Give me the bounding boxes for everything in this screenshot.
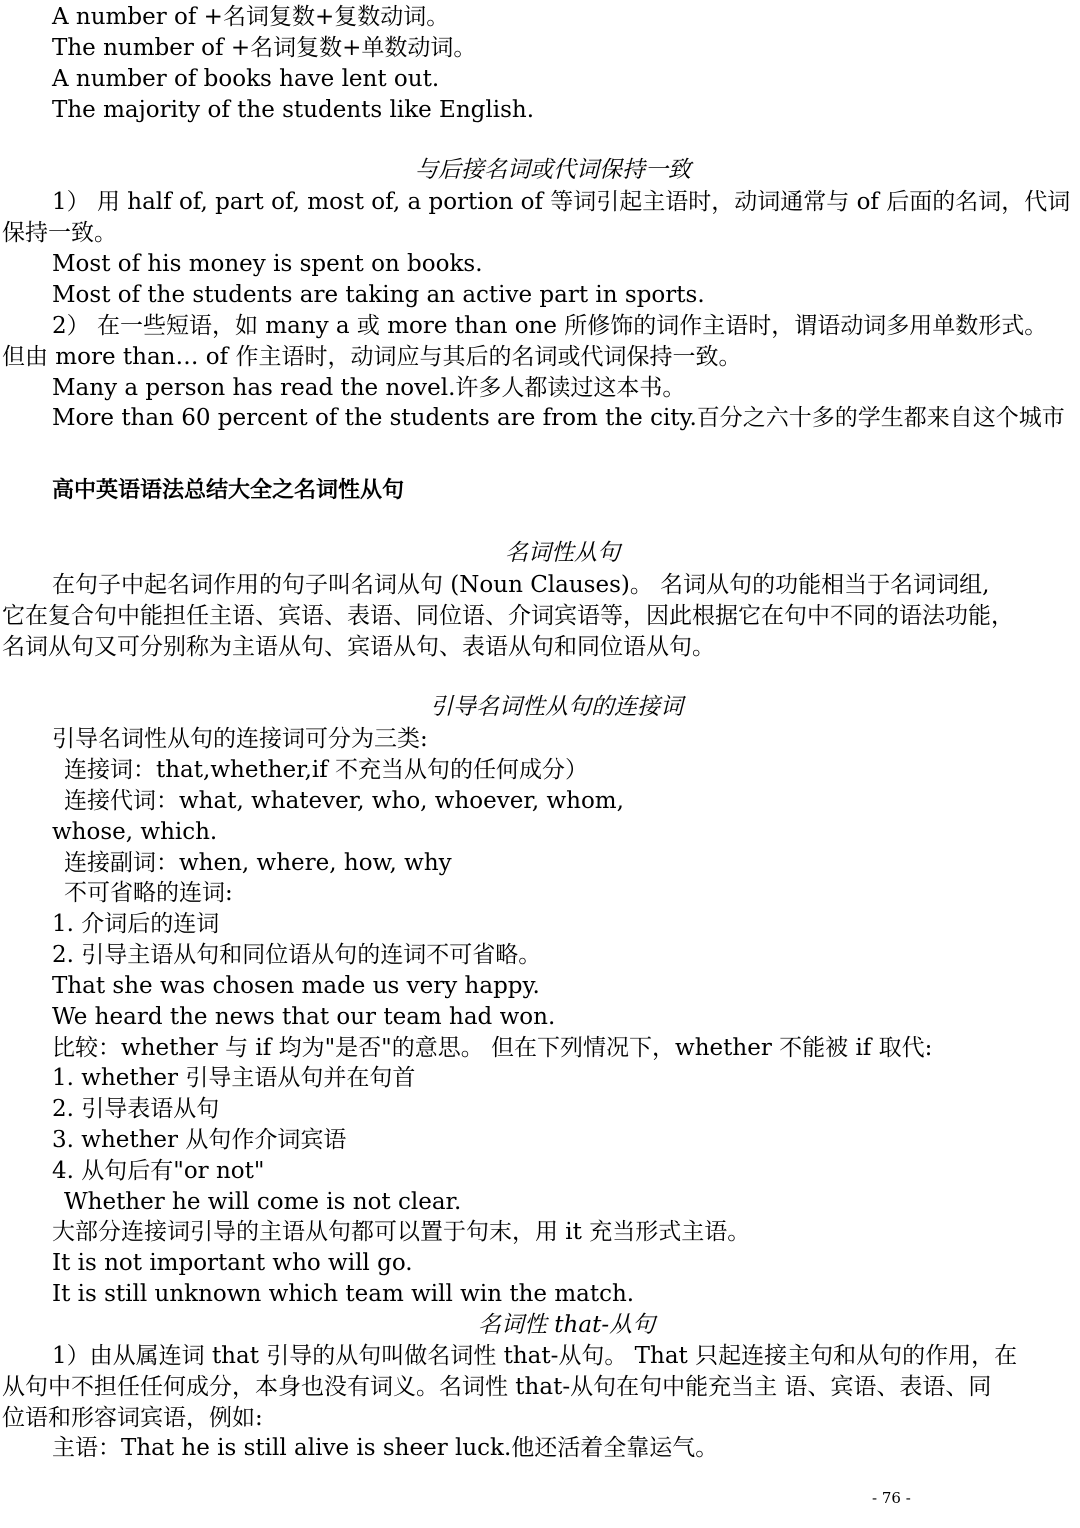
text-line: 1. 介词后的连词 xyxy=(52,911,220,937)
text-line: A number of books have lent out. xyxy=(52,66,440,92)
text-line: 引导名词性从句的连接词可分为三类: xyxy=(52,726,428,752)
text-line: 从句中不担任任何成分，本身也没有词义。名词性 that-从句在句中能充当主 语、宾语、表语、同 xyxy=(2,1374,992,1400)
text-line: 1. whether 引导主语从句并在句首 xyxy=(52,1065,416,1091)
text-line: 它在复合句中能担任主语、宾语、表语、同位语、介词宾语等，因此根据它在句中不同的语法功能， xyxy=(2,603,1014,629)
text-line: A number of +名词复数+复数动词。 xyxy=(52,4,450,30)
text-line: Most of the students are taking an active part in sports. xyxy=(52,282,705,308)
page-number: - 76 - xyxy=(872,1489,911,1507)
text-line: 4. 从句后有"or not" xyxy=(52,1158,265,1184)
text-line: 保持一致。 xyxy=(2,220,117,246)
text-line: It is not important who will go. xyxy=(52,1250,413,1276)
text-line: 比较：whether 与 if 均为"是否"的意思。 但在下列情况下，whether 不能被 if 取代: xyxy=(52,1035,933,1061)
text-line: 在句子中起名词作用的句子叫名词从句 (Noun Clauses)。 名词从句的功能相当于名词词组, xyxy=(52,572,990,598)
text-line: It is still unknown which team will win the match. xyxy=(52,1281,635,1307)
text-line: 主语：That he is still alive is sheer luck.他还活着全靠运气。 xyxy=(52,1435,719,1461)
text-line: 名词从句又可分别称为主语从句、宾语从句、表语从句和同位语从句。 xyxy=(2,634,715,660)
text-line: Whether he will come is not clear. xyxy=(64,1189,462,1215)
section-heading: 名词性从句 xyxy=(505,540,620,566)
section-heading: 名词性 that-从句 xyxy=(478,1312,656,1338)
text-line: 大部分连接词引导的主语从句都可以置于句末，用 it 充当形式主语。 xyxy=(52,1219,751,1245)
text-line: 2） 在一些短语，如 many a 或 more than one 所修饰的词作主语时，谓语动词多用单数形式。 xyxy=(52,313,1048,339)
text-line: 连接词：that,whether,if 不充当从句的任何成分） xyxy=(64,757,589,783)
text-line: 1）由从属连词 that 引导的从句叫做名词性 that-从句。 That 只起连接主句和从句的作用，在 xyxy=(52,1343,1018,1369)
text-line: The number of +名词复数+单数动词。 xyxy=(52,35,477,61)
text-line: 连接代词：what, whatever, who, whoever, whom, xyxy=(64,788,624,814)
text-line: 位语和形容词宾语，例如: xyxy=(2,1405,263,1431)
text-line: whose, which. xyxy=(52,819,218,845)
text-line: 连接副词：when, where, how, why xyxy=(64,850,452,876)
text-line: Most of his money is spent on books. xyxy=(52,251,483,277)
text-line: 不可省略的连词: xyxy=(64,880,233,906)
section-heading: 与后接名词或代词保持一致 xyxy=(415,157,691,183)
text-line: Many a person has read the novel.许多人都读过这本书。 xyxy=(52,375,686,401)
text-line: 1） 用 half of, part of, most of, a portion of 等词引起主语时，动词通常与 of 后面的名词，代词 xyxy=(52,189,1071,215)
text-line: That she was chosen made us very happy. xyxy=(52,973,540,999)
section-heading: 引导名词性从句的连接词 xyxy=(430,694,683,720)
text-line: We heard the news that our team had won. xyxy=(52,1004,556,1030)
text-line: 3. whether 从句作介词宾语 xyxy=(52,1127,347,1153)
text-line: The majority of the students like English. xyxy=(52,97,535,123)
text-line: More than 60 percent of the students are from the city.百分之六十多的学生都来自这个城市 xyxy=(52,405,1065,431)
text-line: 2. 引导主语从句和同位语从句的连词不可省略。 xyxy=(52,942,542,968)
text-line: 但由 more than… of 作主语时，动词应与其后的名词或代词保持一致。 xyxy=(2,344,742,370)
text-line: 2. 引导表语从句 xyxy=(52,1096,220,1122)
article-title: 高中英语语法总结大全之名词性从句 xyxy=(52,478,405,503)
